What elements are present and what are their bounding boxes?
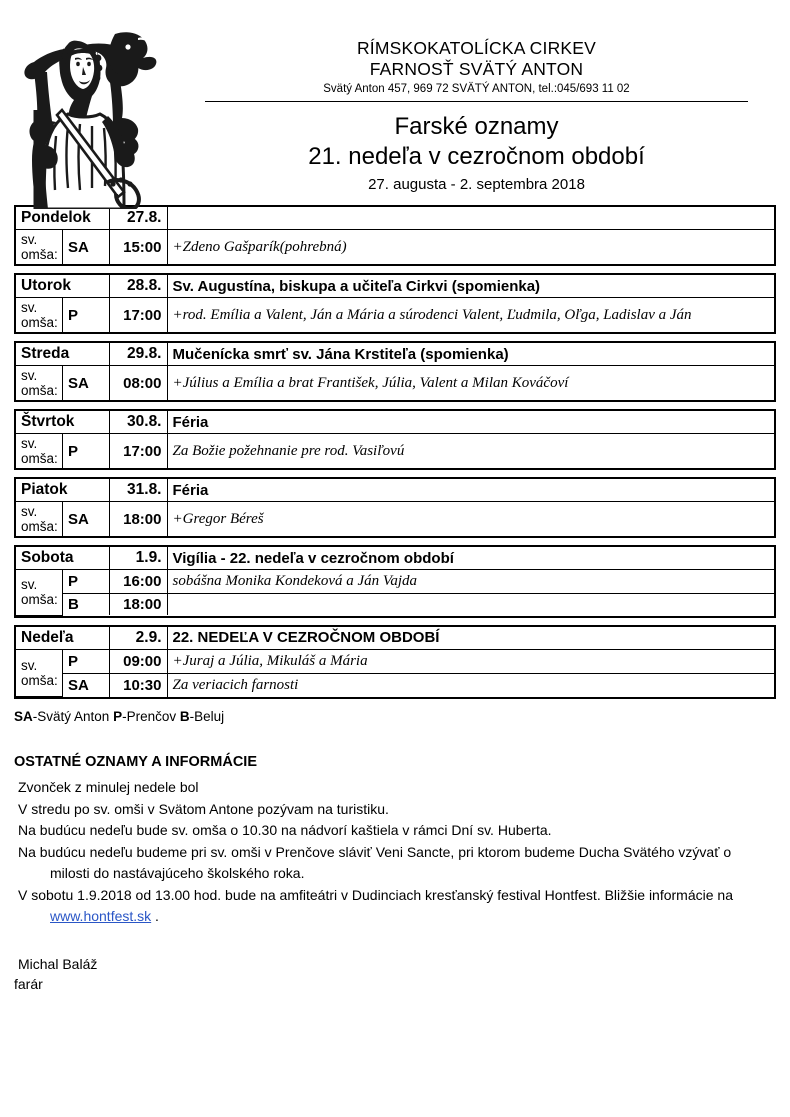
day-table <box>16 207 774 264</box>
announcement-line: V stredu po sv. omši v Svätom Antone pozývam na turistiku. <box>18 800 389 817</box>
day-name: Pondelok <box>16 207 109 230</box>
mass-place: SA <box>63 230 110 265</box>
day-feast: Féria <box>167 479 774 502</box>
day-name: Utorok <box>16 275 109 298</box>
signature-name: Michal Baláž <box>18 955 98 972</box>
announcement-line: Na budúcu nedeľu bude sv. omša o 10.30 na nádvorí kaštiela v rámci Dní sv. Huberta. <box>18 822 552 838</box>
mass-place: P <box>63 434 110 469</box>
table-row <box>16 230 774 265</box>
day-table <box>16 411 774 468</box>
day-header-row <box>16 207 774 230</box>
day-block <box>14 409 776 470</box>
legend-code-b: B <box>179 709 190 724</box>
mass-time: 17:00 <box>109 434 167 469</box>
day-block <box>14 273 776 334</box>
signature-role: farár <box>14 975 43 992</box>
announcement-line: Na budúcu nedeľu budeme pri sv. omši v Prenčove sláviť Veni Sancte, pri ktorom budeme Ducha Svätého vzývať o <box>18 843 732 860</box>
mass-place: SA <box>63 673 110 697</box>
day-name: Piatok <box>16 479 109 502</box>
day-date: 31.8. <box>109 479 167 502</box>
legend-text-sa: -Svätý Anton <box>32 709 114 724</box>
day-name: Štvrtok <box>16 411 109 434</box>
hontfest-link[interactable]: www.hontfest.sk <box>50 908 152 924</box>
day-date: 2.9. <box>109 627 167 650</box>
mass-place: SA <box>63 366 110 401</box>
mass-time: 16:00 <box>109 570 167 594</box>
mass-time: 18:00 <box>109 594 167 616</box>
table-row <box>16 298 774 333</box>
announcement-line: milosti do nastávajúceho školského roka. <box>50 865 305 881</box>
mass-intention: +Zdeno Gašparík(pohrebná) <box>167 230 774 265</box>
mass-time: 17:00 <box>109 298 167 333</box>
mass-time: 08:00 <box>109 366 167 401</box>
table-row <box>16 502 774 537</box>
day-table <box>16 275 774 332</box>
organization-name-line1: RÍMSKOKATOLÍCKA CIRKEV <box>356 38 597 58</box>
day-feast: Vigília - 22. nedeľa v cezročnom období <box>167 547 774 570</box>
mass-intention: +Gregor Béreš <box>167 502 774 537</box>
legend-code-sa: SA <box>14 709 33 724</box>
mass-intention: Za Božie požehnanie pre rod. Vasiľovú <box>167 434 774 469</box>
day-header-row <box>16 411 774 434</box>
header-divider <box>205 101 748 102</box>
day-header-row <box>16 343 774 366</box>
day-header-row <box>16 547 774 570</box>
legend-code-p: P <box>113 709 123 724</box>
day-feast: Mučenícka smrť sv. Jána Krstiteľa (spomienka) <box>167 343 774 366</box>
day-feast: Féria <box>167 411 774 434</box>
day-date: 27.8. <box>109 207 167 230</box>
day-date: 1.9. <box>109 547 167 570</box>
mass-time: 10:30 <box>109 673 167 697</box>
announcements-section <box>14 752 776 928</box>
mass-label: sv. omša: <box>16 366 63 401</box>
day-block <box>14 477 776 538</box>
parish-address: Svätý Anton 457, 969 72 SVÄTÝ ANTON, tel.:045/693 11 02 <box>323 83 630 95</box>
announcements-title: OSTATNÉ OZNAMY A INFORMÁCIE <box>14 754 258 770</box>
mass-label: sv. omša: <box>16 434 63 469</box>
day-name: Sobota <box>16 547 109 570</box>
table-row <box>16 570 774 594</box>
mass-intention: +Július a Emília a brat František, Júlia, Valent a Milan Kováčoví <box>167 366 774 401</box>
mass-place: SA <box>63 502 110 537</box>
document-header <box>0 0 790 205</box>
mass-time: 15:00 <box>109 230 167 265</box>
day-block <box>14 545 776 618</box>
mass-label: sv. omša: <box>16 298 63 333</box>
mass-intention: sobášna Monika Kondeková a Ján Vajda <box>167 570 774 594</box>
page-title: Farské oznamy <box>394 113 559 140</box>
mass-intention: +rod. Emília a Valent, Ján a Mária a súrodenci Valent, Ľudmila, Oľga, Ladislav a Ján <box>167 298 774 333</box>
mass-schedule <box>14 205 776 699</box>
table-row <box>16 649 774 673</box>
mass-label: sv. omša: <box>16 570 63 616</box>
day-feast <box>167 207 774 230</box>
day-header-row <box>16 627 774 650</box>
mass-intention <box>167 594 774 616</box>
mass-place: P <box>63 649 110 673</box>
mass-label: sv. omša: <box>16 230 63 265</box>
announcement-line: V sobotu 1.9.2018 od 13.00 hod. bude na amfiteátri v Dudinciach kresťanský festival Hontfest. Bližšie informácie na <box>18 886 733 903</box>
day-name: Streda <box>16 343 109 366</box>
day-block <box>14 625 776 700</box>
announcement-line: Zvonček z minulej nedele bol <box>18 779 199 795</box>
mass-label: sv. omša: <box>16 649 63 697</box>
legend-text-p: -Prenčov <box>122 709 180 724</box>
day-table <box>16 343 774 400</box>
announcement-link-line <box>14 906 776 928</box>
table-row <box>16 594 774 616</box>
legend-text-b: -Beluj <box>189 709 225 724</box>
day-header-row <box>16 275 774 298</box>
mass-label: sv. omša: <box>16 502 63 537</box>
mass-time: 18:00 <box>109 502 167 537</box>
date-range: 27. augusta - 2. septembra 2018 <box>368 176 585 193</box>
day-table <box>16 627 774 698</box>
day-block <box>14 205 776 266</box>
announcements-body <box>14 777 776 928</box>
legend <box>14 708 790 726</box>
day-feast: 22. NEDEĽA V CEZROČNOM OBDOBÍ <box>167 627 774 650</box>
day-block <box>14 341 776 402</box>
mass-place: P <box>63 570 110 594</box>
day-date: 28.8. <box>109 275 167 298</box>
day-date: 30.8. <box>109 411 167 434</box>
day-header-row <box>16 479 774 502</box>
day-date: 29.8. <box>109 343 167 366</box>
table-row <box>16 366 774 401</box>
good-shepherd-icon <box>12 14 162 209</box>
day-name: Nedeľa <box>16 627 109 650</box>
signature-block <box>14 954 790 994</box>
page-subtitle: 21. nedeľa v cezročnom období <box>308 143 645 170</box>
mass-place: P <box>63 298 110 333</box>
organization-name-line2: FARNOSŤ SVÄTÝ ANTON <box>369 59 584 79</box>
table-row <box>16 673 774 697</box>
day-feast: Sv. Augustína, biskupa a učiteľa Cirkvi (spomienka) <box>167 275 774 298</box>
mass-intention: Za veriacich farnosti <box>167 673 774 697</box>
link-suffix: . <box>151 908 159 924</box>
day-table <box>16 547 774 616</box>
mass-place: B <box>63 594 110 616</box>
day-table <box>16 479 774 536</box>
mass-intention: +Juraj a Júlia, Mikuláš a Mária <box>167 649 774 673</box>
mass-time: 09:00 <box>109 649 167 673</box>
table-row <box>16 434 774 469</box>
